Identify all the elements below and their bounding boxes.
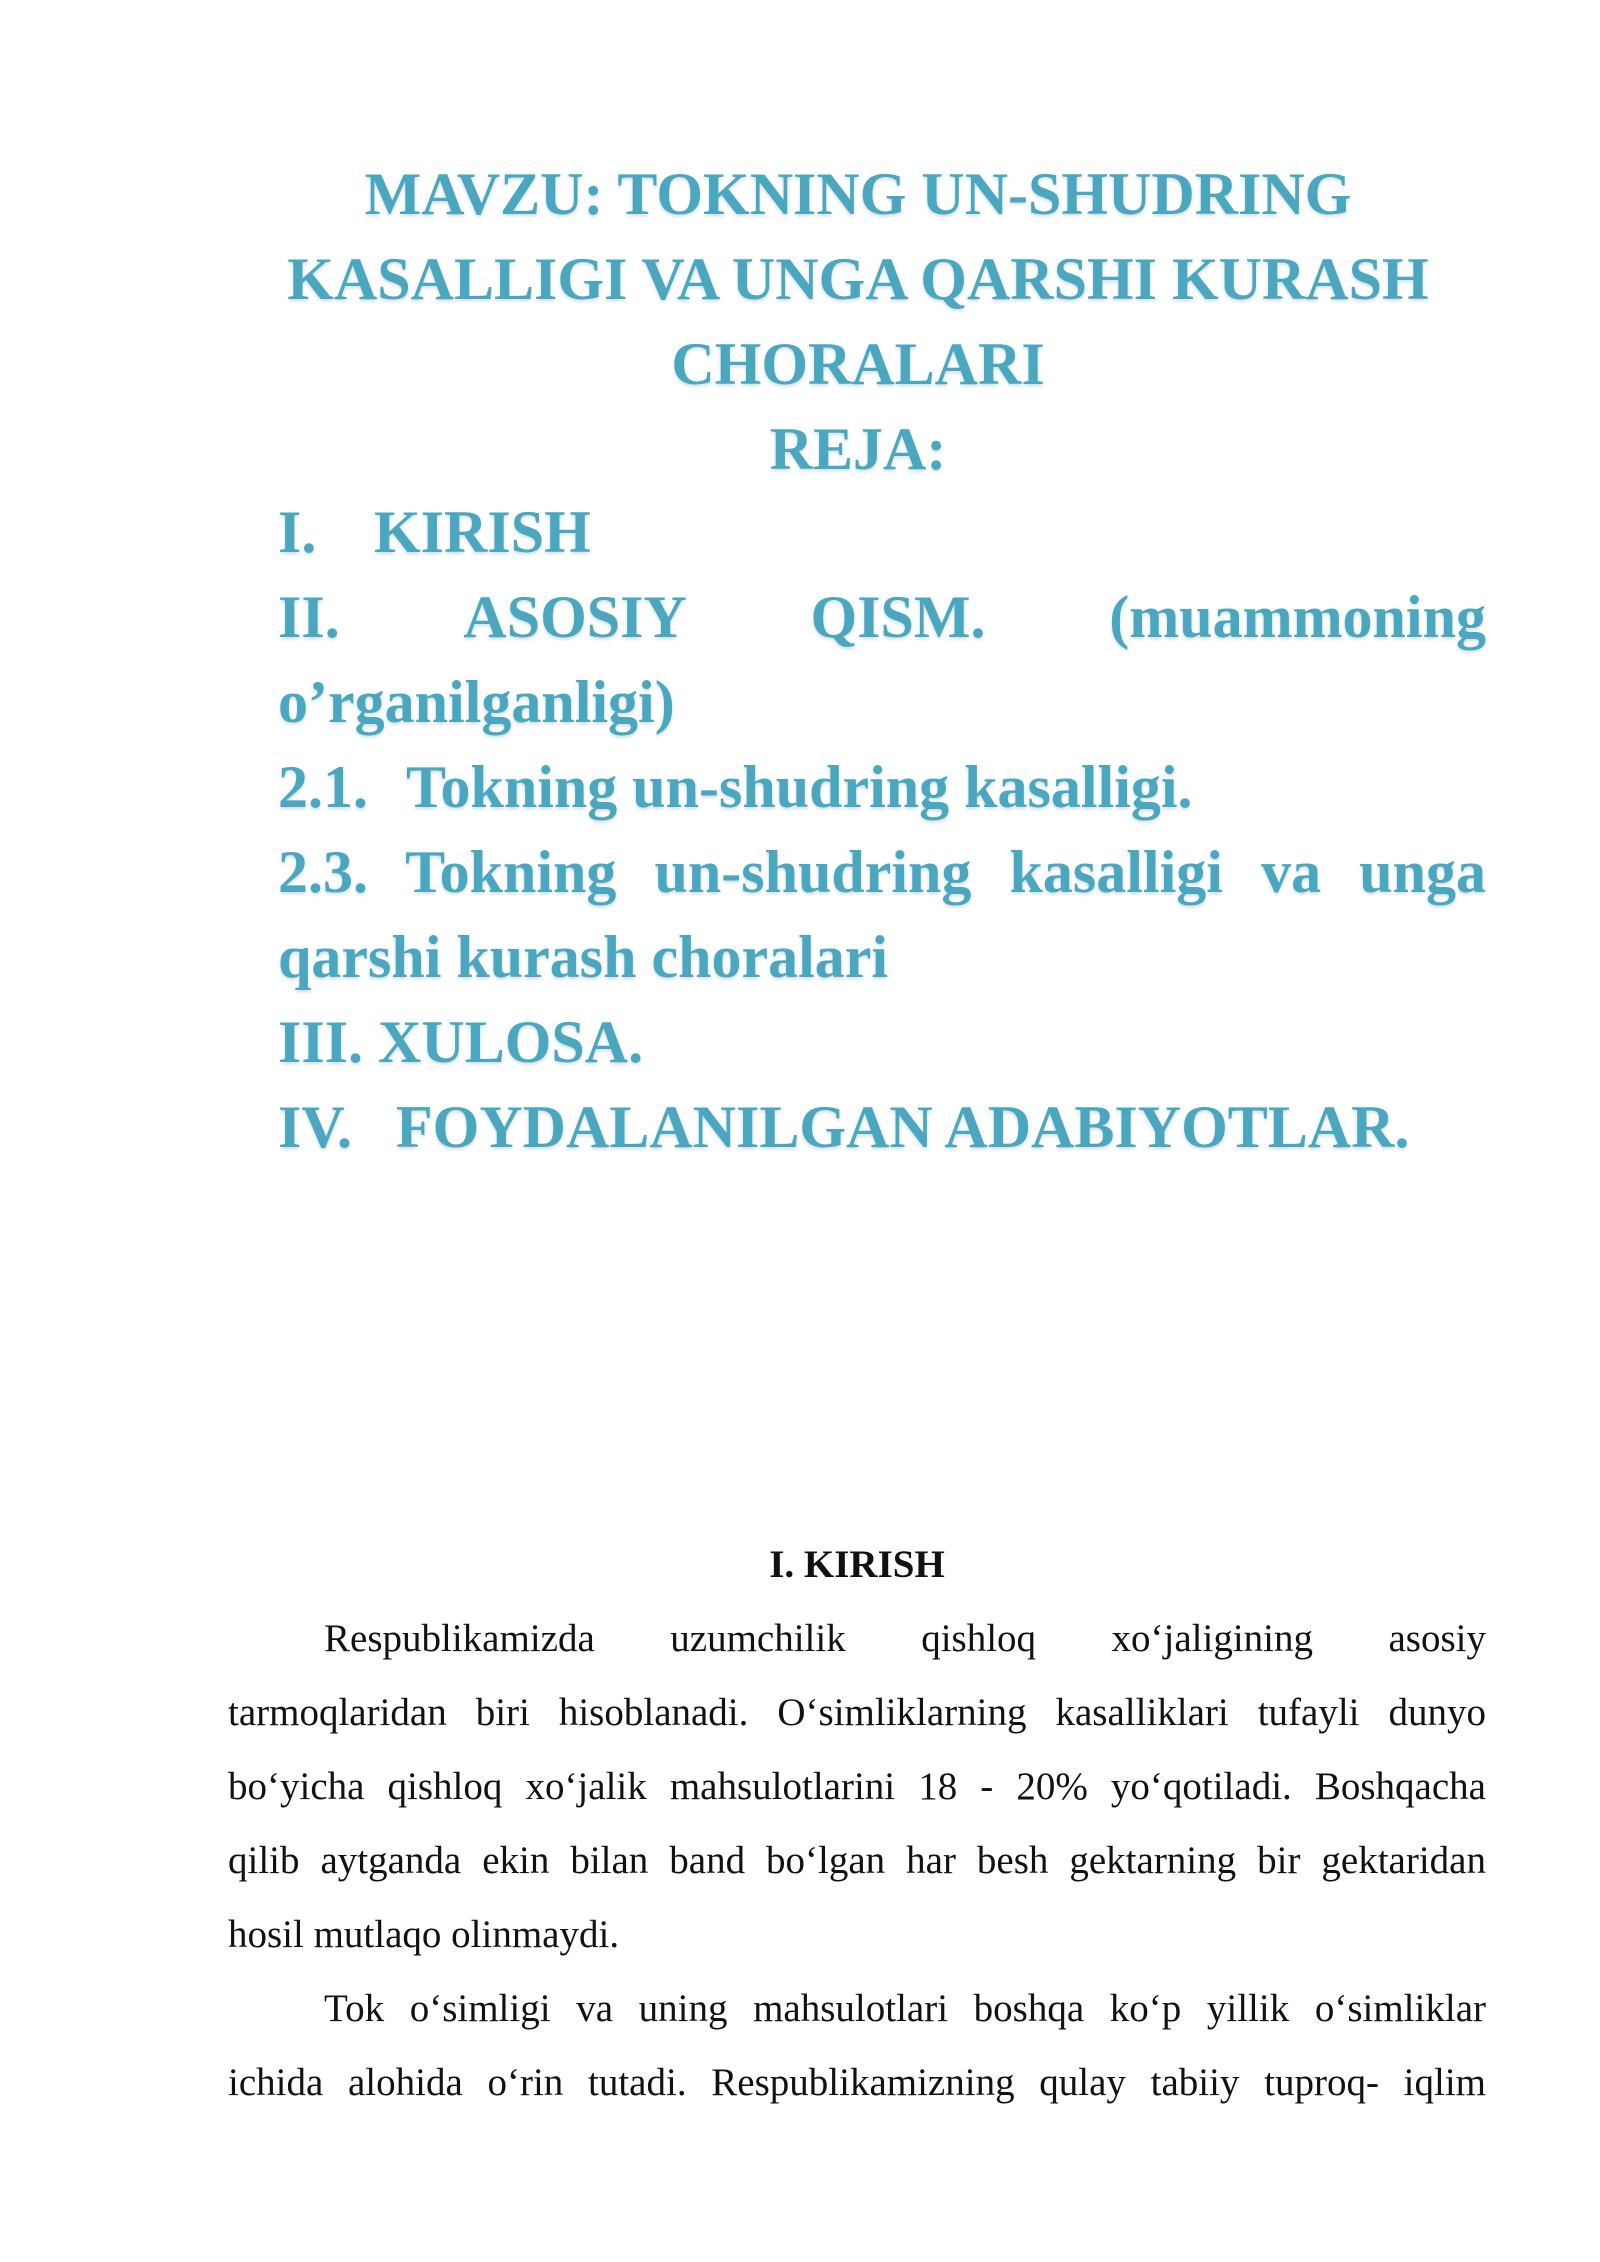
- plan-list: [278, 490, 1486, 1170]
- plan-item-number: I.: [278, 499, 317, 565]
- plan-item-2-continuation: o’rganilganligi): [278, 669, 675, 735]
- section-introduction: [228, 1528, 1486, 2120]
- paragraph-line: Tok o‘simligi va uning mahsulotlari boshqa ko‘p yillik o‘simliklar: [324, 1987, 1486, 2030]
- title-line-2: KASALLIGI VA UNGA QARSHI KURASH: [287, 246, 1429, 312]
- paragraph-1: [228, 1602, 1486, 1972]
- plan-item-1: [278, 490, 1486, 575]
- paragraph-line: Respublikamizda uzumchilik qishloq xo‘jaligining asosiy: [324, 1617, 1486, 1660]
- paragraph-line: ichida alohida o‘rin tutadi. Respublikamizning qulay tabiiy tuproq- iqlim: [228, 2061, 1486, 2104]
- plan-item-6: [278, 1085, 1486, 1170]
- plan-item-word: (muammoning: [1109, 584, 1486, 650]
- plan-item-word: QISM.: [810, 584, 986, 650]
- paragraph-line: hosil mutlaqo olinmaydi.: [228, 1913, 620, 1956]
- plan-item-number: 2.1.: [278, 754, 368, 820]
- paragraph-line: bo‘yicha qishloq xo‘jalik mahsulotlarini 18 - 20% yo‘qotiladi. Boshqacha: [228, 1765, 1486, 1808]
- plan-item-4-line-1: 2.3. Tokning un-shudring kasalligi va unga: [278, 839, 1486, 905]
- plan-item-3: [278, 745, 1486, 830]
- plan-item-text: KIRISH: [374, 499, 591, 565]
- plan-item-number: II.: [278, 584, 340, 650]
- paragraph-line: tarmoqlaridan biri hisoblanadi. O‘simliklarning kasalliklari tufayli dunyo: [228, 1691, 1486, 1734]
- title-line-1: MAVZU: TOKNING UN-SHUDRING: [364, 161, 1352, 227]
- section-heading: I. KIRISH: [769, 1543, 945, 1586]
- paragraph-2: [228, 1972, 1486, 2120]
- plan-item-text: FOYDALANILGAN ADABIYOTLAR.: [396, 1094, 1410, 1160]
- paragraph-line: qilib aytganda ekin bilan band bo‘lgan har besh gektarning bir gektaridan: [228, 1839, 1486, 1882]
- document-title: [228, 152, 1488, 492]
- plan-item-word: ASOSIY: [463, 584, 687, 650]
- plan-item-5: III. XULOSA.: [278, 1009, 644, 1075]
- plan-heading: REJA:: [769, 416, 947, 482]
- plan-item-number: IV.: [278, 1094, 352, 1160]
- plan-item-2: [278, 575, 1486, 660]
- plan-item-text: Tokning un-shudring kasalligi.: [406, 754, 1193, 820]
- plan-item-4-line-2: qarshi kurash choralari: [278, 924, 889, 990]
- title-line-3: CHORALARI: [671, 331, 1045, 397]
